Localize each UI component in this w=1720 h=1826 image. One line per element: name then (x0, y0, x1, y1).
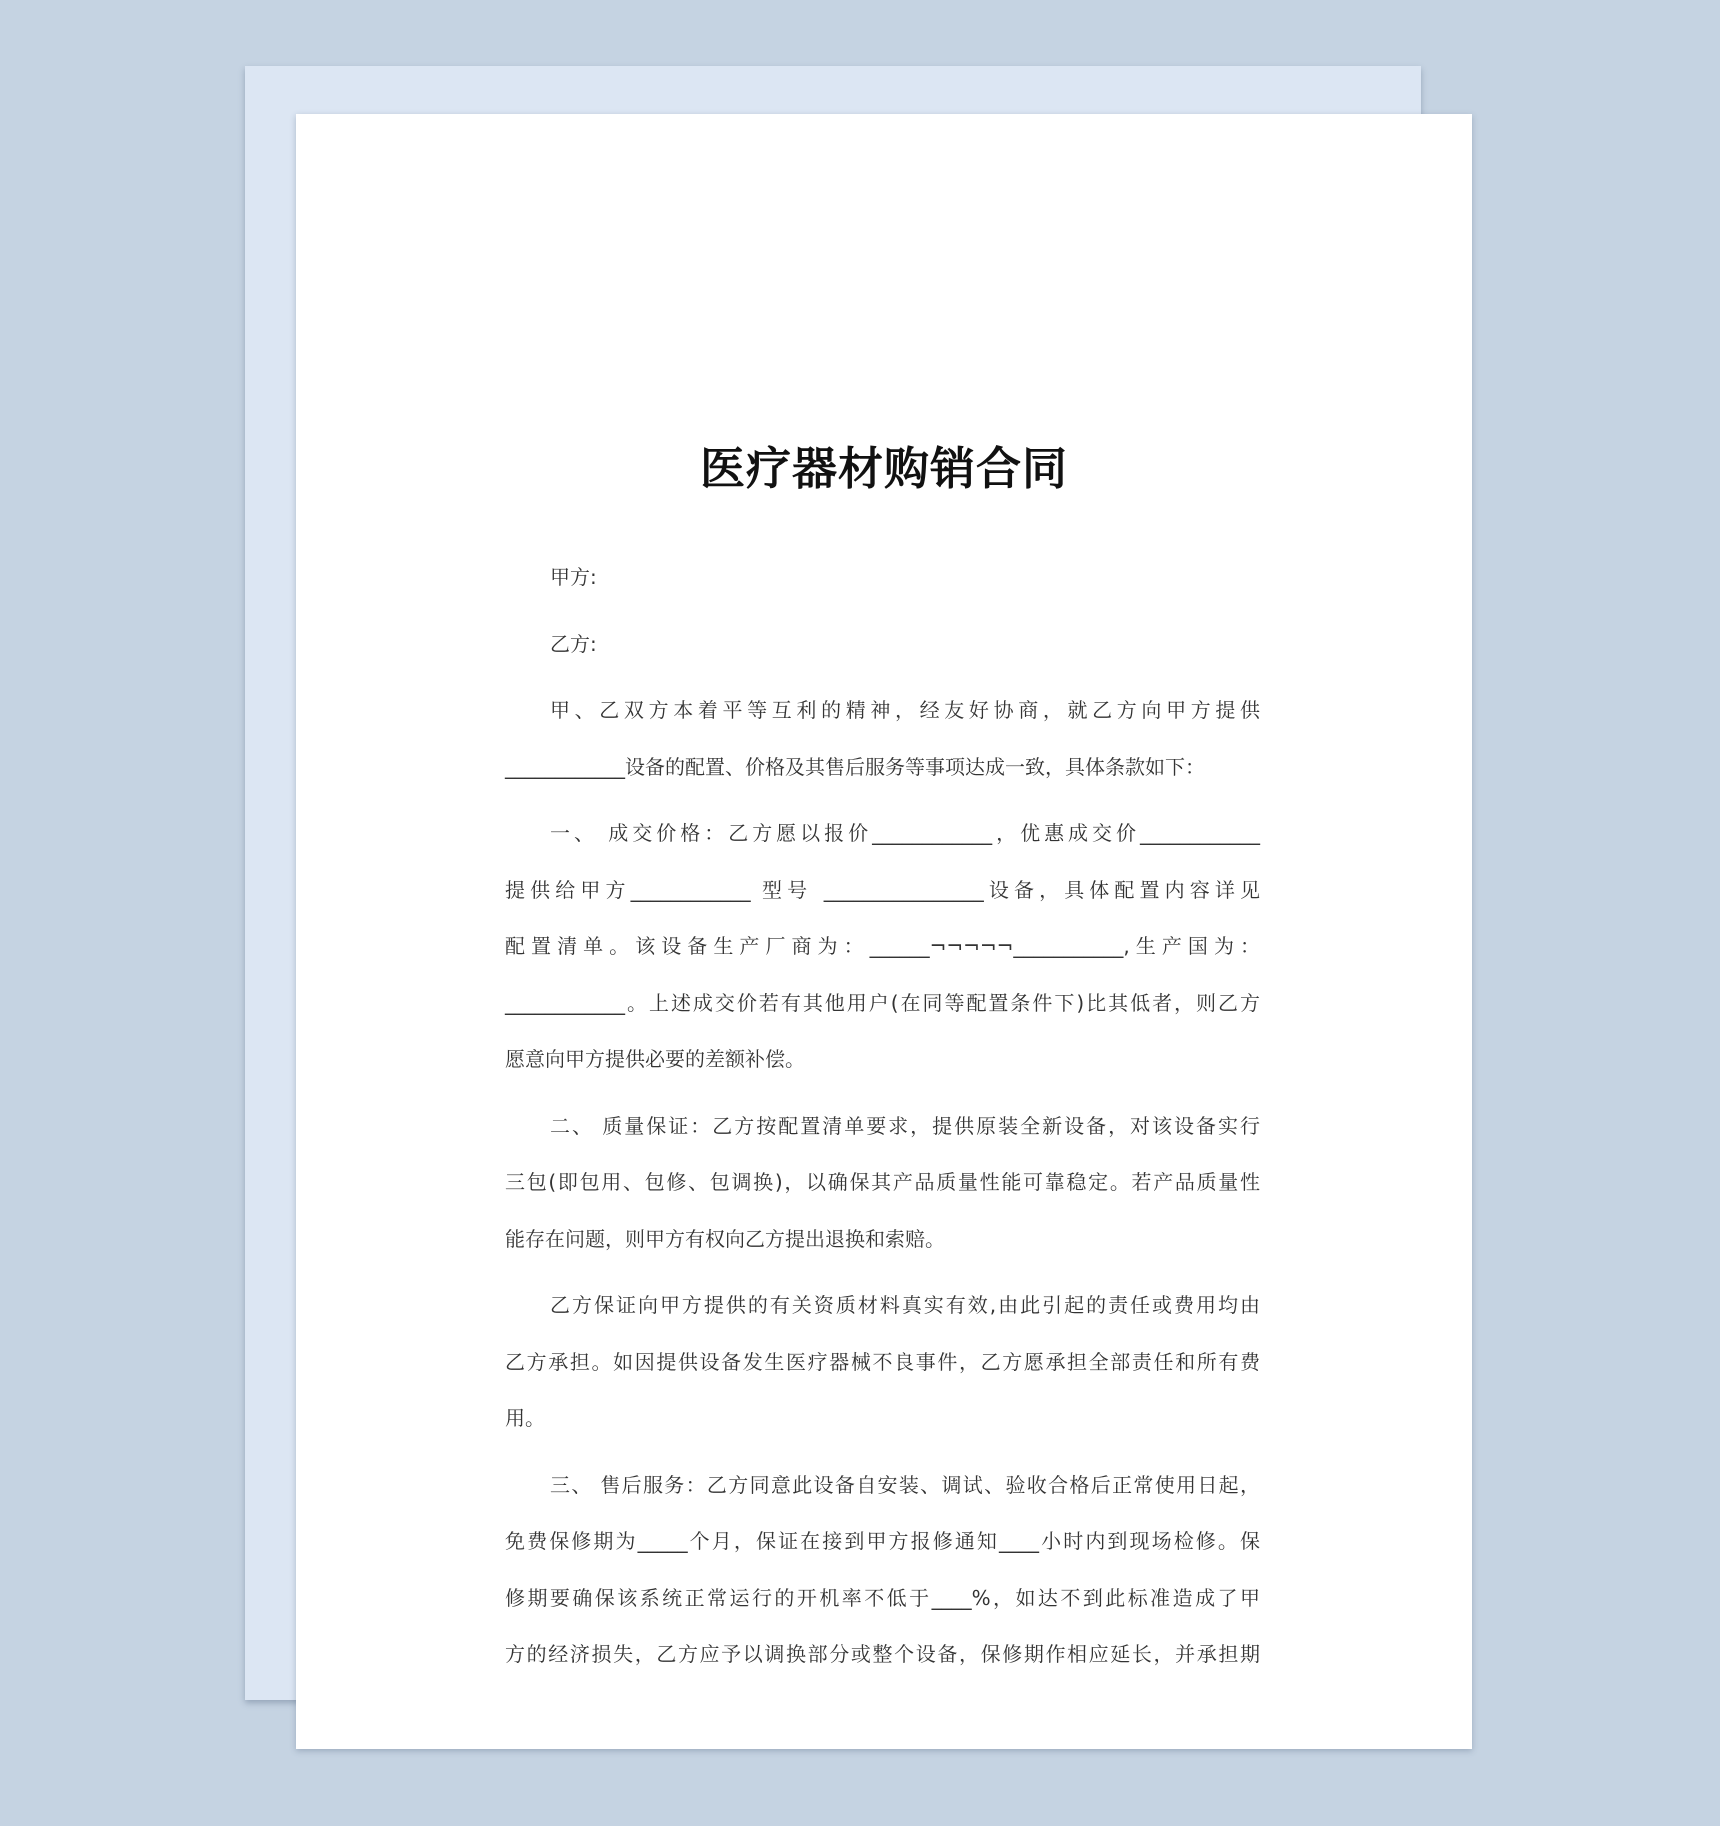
paragraph (505, 549, 1260, 606)
text-line: 能存在问题，则甲方有权向乙方提出退换和索赔。 (505, 1226, 945, 1251)
document-page (296, 114, 1472, 1749)
paragraph (505, 682, 1260, 795)
text-line: 配置清单。该设备生产厂商为：______¬¬¬¬¬___________,生产国为： (505, 934, 1260, 958)
text-line: 免费保修期为_____个月，保证在接到甲方报修通知____小时内到现场检修。保 (505, 1529, 1260, 1553)
paragraph (505, 1277, 1260, 1447)
paragraph (505, 805, 1260, 1088)
text-line: 提供给甲方____________ 型号 ________________设备，具体配置内容详见 (505, 877, 1260, 902)
text-line: 甲、乙双方本着平等互利的精神，经友好协商，就乙方向甲方提供 (550, 698, 1260, 722)
text-line: 三、 售后服务：乙方同意此设备自安装、调试、验收合格后正常使用日起， (550, 1472, 1260, 1497)
text-line: 用。 (505, 1406, 545, 1430)
text-line: ____________设备的配置、价格及其售后服务等事项达成一致，具体条款如下： (505, 754, 1205, 779)
text-line: 乙方保证向甲方提供的有关资质材料真实有效,由此引起的责任或费用均由 (550, 1293, 1260, 1317)
text-line: 乙方: (550, 631, 597, 656)
page-title: 医疗器材购销合同 (699, 442, 1068, 495)
text-line: 二、 质量保证：乙方按配置清单要求，提供原装全新设备，对该设备实行 (550, 1113, 1260, 1138)
text-line: 方的经济损失，乙方应予以调换部分或整个设备，保修期作相应延长，并承担期 (505, 1642, 1260, 1666)
paragraph (505, 1457, 1260, 1683)
text-line: 愿意向甲方提供必要的差额补偿。 (505, 1047, 805, 1071)
text-line: 修期要确保该系统正常运行的开机率不低于____%，如达不到此标准造成了甲 (505, 1585, 1260, 1610)
document-body (505, 549, 1260, 1683)
text-line: 三包(即包用、包修、包调换)，以确保其产品质量性能可靠稳定。若产品质量性 (505, 1170, 1260, 1194)
paragraph (505, 616, 1260, 673)
text-line: 一、 成交价格：乙方愿以报价____________，优惠成交价____________ (550, 821, 1260, 845)
text-line: 甲方: (550, 565, 597, 589)
text-line: ____________。上述成交价若有其他用户(在同等配置条件下)比其低者，则乙方 (505, 990, 1260, 1015)
text-line: 乙方承担。如因提供设备发生医疗器械不良事件，乙方愿承担全部责任和所有费 (505, 1349, 1260, 1374)
paragraph (505, 1098, 1260, 1268)
